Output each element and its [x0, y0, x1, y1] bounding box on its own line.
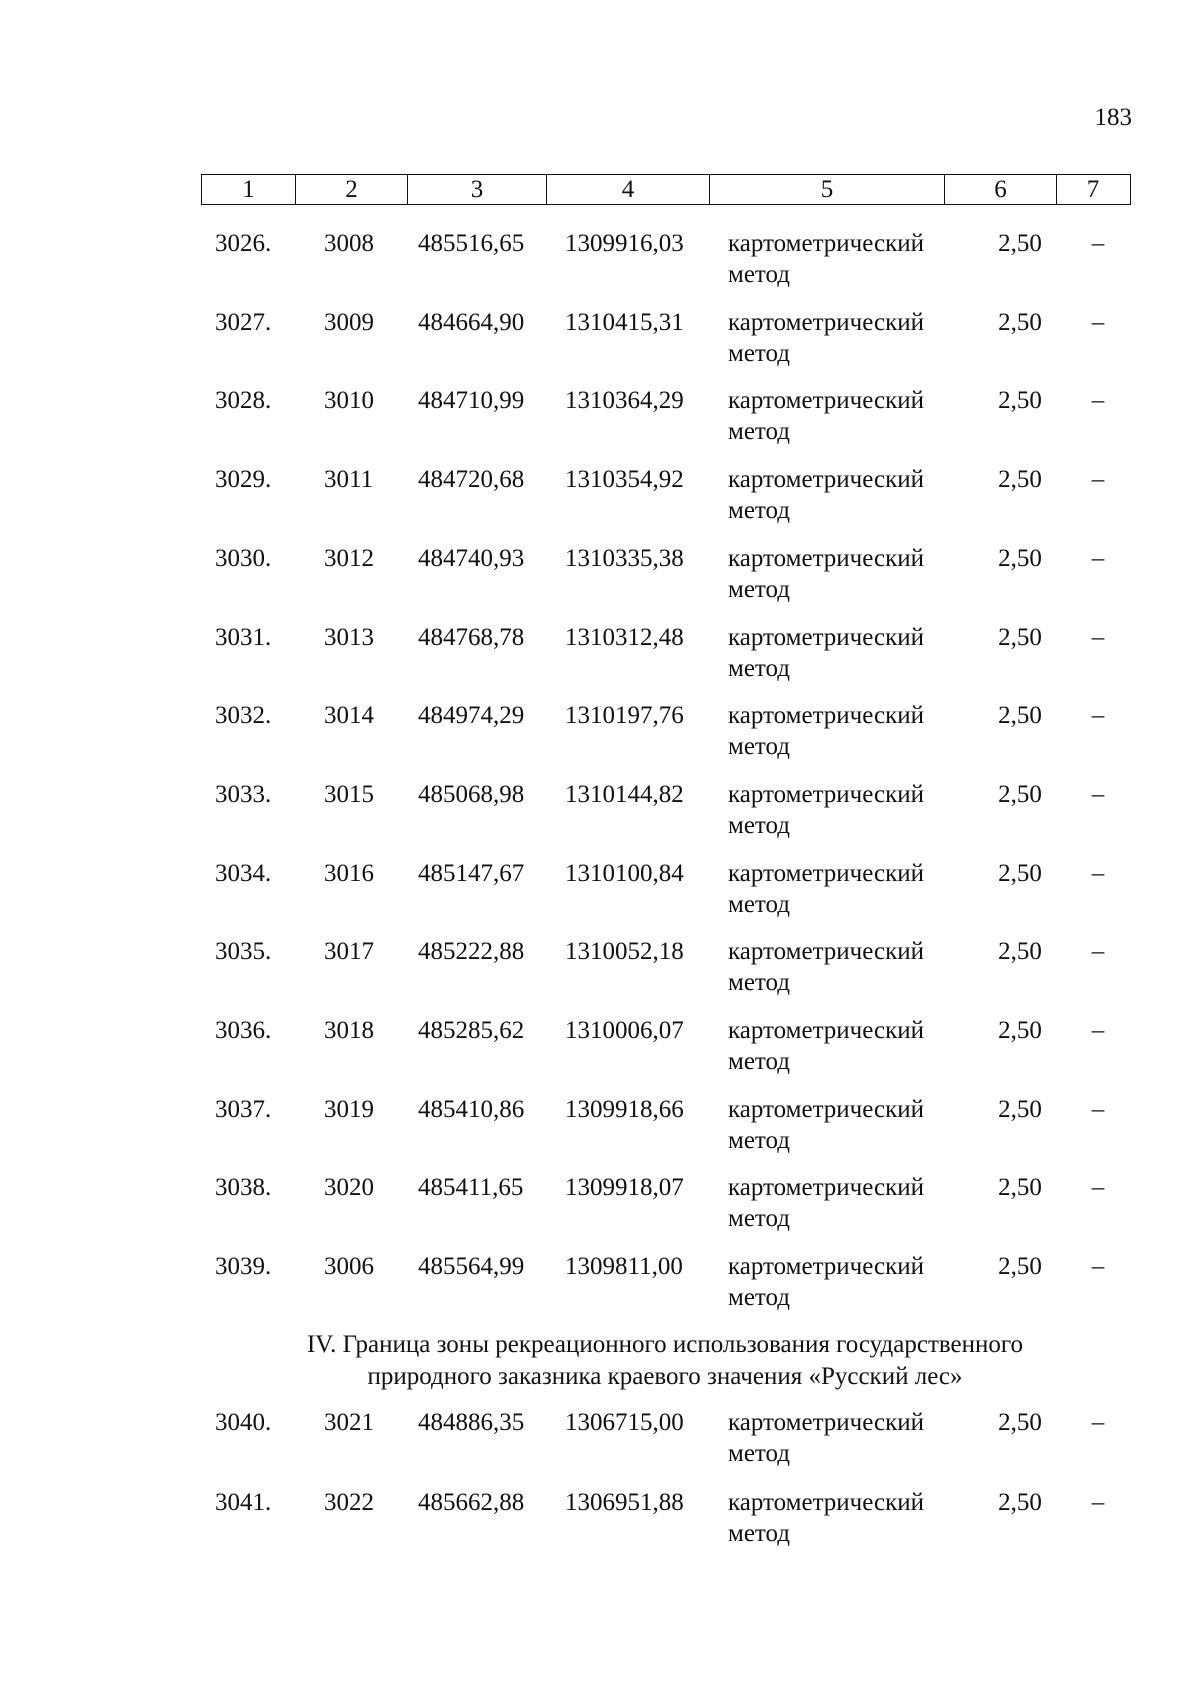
- method-line-1: картометрический: [728, 466, 924, 494]
- method-line-1: картометрический: [728, 938, 924, 966]
- coord-x: 485516,65: [418, 230, 525, 257]
- point-number: 3012: [324, 544, 374, 572]
- table-row: [0, 858, 1200, 928]
- coord-y: 1310006,07: [565, 1017, 684, 1044]
- accuracy: 2,50: [998, 466, 1042, 494]
- section-title-line2: природного заказника краевого значения «Русский лес»: [367, 1363, 963, 1390]
- method-line-1: картометрический: [728, 230, 924, 257]
- coord-x: 485068,98: [418, 780, 525, 808]
- coord-y: 1309916,03: [565, 230, 684, 257]
- method-line-2: метод: [728, 1520, 791, 1547]
- point-number: 3008: [324, 230, 374, 257]
- row-number: 3026.: [215, 230, 272, 257]
- coord-y: 1310052,18: [565, 938, 684, 966]
- accuracy: 2,50: [998, 544, 1042, 572]
- method: [728, 543, 968, 605]
- table-row: [0, 700, 1200, 770]
- method-line-1: картометрический: [728, 387, 924, 415]
- description: –: [1091, 387, 1105, 415]
- coord-x: 485564,99: [418, 1253, 525, 1281]
- method-line-2: метод: [728, 418, 791, 446]
- method-line-1: картометрический: [728, 1174, 924, 1202]
- description: –: [1091, 938, 1105, 966]
- point-number: 3006: [324, 1253, 374, 1281]
- accuracy: 2,50: [998, 230, 1042, 257]
- coord-x: 484710,99: [418, 387, 525, 415]
- description: –: [1091, 544, 1105, 572]
- method-line-1: картометрический: [728, 1253, 924, 1281]
- method-line-2: метод: [728, 733, 791, 761]
- point-number: 3010: [324, 387, 374, 415]
- row-number: 3028.: [215, 387, 272, 415]
- point-number: 3021: [324, 1409, 374, 1436]
- table-row: [0, 464, 1200, 534]
- point-number: 3020: [324, 1174, 374, 1202]
- method: [728, 858, 968, 920]
- coord-y: 1310364,29: [565, 387, 684, 415]
- method: [728, 1015, 968, 1077]
- row-number: 3035.: [215, 938, 272, 966]
- description: –: [1091, 1409, 1105, 1436]
- point-number: 3015: [324, 780, 374, 808]
- method-line-2: метод: [728, 261, 791, 288]
- method-line-1: картометрический: [728, 1017, 924, 1044]
- header-col-4: 4: [547, 175, 710, 204]
- section-title: [180, 1329, 1150, 1393]
- method-line-1: картометрический: [728, 544, 924, 572]
- method-line-2: метод: [728, 339, 791, 367]
- coord-y: 1310354,92: [565, 466, 684, 494]
- method-line-2: метод: [728, 1126, 791, 1154]
- accuracy: 2,50: [998, 702, 1042, 730]
- point-number: 3013: [324, 623, 374, 651]
- description: –: [1091, 1095, 1105, 1123]
- method: [728, 464, 968, 526]
- coord-y: 1310100,84: [565, 859, 684, 887]
- description: –: [1091, 466, 1105, 494]
- method: [728, 228, 968, 290]
- coord-x: 484664,90: [418, 308, 525, 336]
- table-row: [0, 307, 1200, 377]
- method-line-2: метод: [728, 1205, 791, 1233]
- header-col-1: 1: [202, 175, 296, 204]
- table-header: [201, 174, 1131, 205]
- header-col-6: 6: [945, 175, 1057, 204]
- coord-x: 484974,29: [418, 702, 525, 730]
- description: –: [1091, 308, 1105, 336]
- description: –: [1091, 702, 1105, 730]
- point-number: 3019: [324, 1095, 374, 1123]
- coord-x: 485285,62: [418, 1017, 525, 1044]
- coord-y: 1310415,31: [565, 308, 684, 336]
- row-number: 3027.: [215, 308, 272, 336]
- coord-y: 1309918,07: [565, 1174, 684, 1202]
- row-number: 3029.: [215, 466, 272, 494]
- method: [728, 1251, 968, 1313]
- coord-y: 1310312,48: [565, 623, 684, 651]
- coord-x: 484720,68: [418, 466, 525, 494]
- coord-y: 1310197,76: [565, 702, 684, 730]
- description: –: [1091, 1174, 1105, 1202]
- method-line-1: картометрический: [728, 623, 924, 651]
- table-row: [0, 385, 1200, 455]
- method-line-1: картометрический: [728, 702, 924, 730]
- table-row: [0, 228, 1200, 298]
- table-row: [0, 622, 1200, 692]
- description: –: [1091, 780, 1105, 808]
- point-number: 3016: [324, 859, 374, 887]
- method: [728, 385, 968, 447]
- table-row: [0, 1487, 1200, 1557]
- row-number: 3037.: [215, 1095, 272, 1123]
- section-title-line1: IV. Граница зоны рекреационного использования государственного: [306, 1331, 1024, 1358]
- method: [728, 936, 968, 998]
- table-row: [0, 1015, 1200, 1085]
- point-number: 3017: [324, 938, 374, 966]
- table-row: [0, 1172, 1200, 1242]
- method: [728, 1094, 968, 1156]
- coord-x: 484886,35: [418, 1409, 525, 1436]
- accuracy: 2,50: [998, 1174, 1042, 1202]
- accuracy: 2,50: [998, 1253, 1042, 1281]
- table-row: [0, 936, 1200, 1006]
- coord-x: 485662,88: [418, 1489, 525, 1516]
- coord-y: 1310144,82: [565, 780, 684, 808]
- description: –: [1091, 1489, 1105, 1516]
- point-number: 3014: [324, 702, 374, 730]
- point-number: 3009: [324, 308, 374, 336]
- accuracy: 2,50: [998, 623, 1042, 651]
- method-line-1: картометрический: [728, 1095, 924, 1123]
- point-number: 3022: [324, 1489, 374, 1516]
- coord-y: 1309918,66: [565, 1095, 684, 1123]
- coord-x: 485411,65: [418, 1174, 524, 1202]
- table-row: [0, 543, 1200, 613]
- accuracy: 2,50: [998, 1017, 1042, 1044]
- method: [728, 1172, 968, 1234]
- row-number: 3030.: [215, 544, 272, 572]
- description: –: [1091, 230, 1105, 257]
- table-row: [0, 1407, 1200, 1477]
- row-number: 3031.: [215, 623, 272, 651]
- coord-x: 484740,93: [418, 544, 525, 572]
- table-row: [0, 1094, 1200, 1164]
- method-line-2: метод: [728, 1284, 791, 1312]
- method-line-2: метод: [728, 1440, 791, 1467]
- coord-y: 1309811,00: [565, 1253, 683, 1281]
- accuracy: 2,50: [998, 859, 1042, 887]
- header-col-7: 7: [1086, 176, 1100, 203]
- method-line-2: метод: [728, 497, 791, 525]
- row-number: 3039.: [215, 1253, 272, 1281]
- coord-x: 485147,67: [418, 859, 525, 887]
- row-number: 3033.: [215, 780, 272, 808]
- method-line-2: метод: [728, 811, 791, 839]
- coord-x: 485410,86: [418, 1095, 525, 1123]
- row-number: 3040.: [215, 1409, 272, 1436]
- method: [728, 622, 968, 684]
- method: [728, 1487, 968, 1549]
- coord-x: 484768,78: [418, 623, 525, 651]
- row-number: 3032.: [215, 702, 272, 730]
- header-col-5: 5: [710, 175, 945, 204]
- method-line-1: картометрический: [728, 859, 924, 887]
- accuracy: 2,50: [998, 938, 1042, 966]
- method-line-1: картометрический: [728, 1409, 924, 1436]
- method-line-2: метод: [728, 969, 791, 997]
- method-line-2: метод: [728, 654, 791, 682]
- accuracy: 2,50: [998, 387, 1042, 415]
- accuracy: 2,50: [998, 780, 1042, 808]
- method-line-1: картометрический: [728, 780, 924, 808]
- row-number: 3038.: [215, 1174, 272, 1202]
- method-line-1: картометрический: [728, 308, 924, 336]
- point-number: 3011: [324, 466, 374, 494]
- method: [728, 307, 968, 369]
- row-number: 3041.: [215, 1489, 272, 1516]
- point-number: 3018: [324, 1017, 374, 1044]
- method-line-2: метод: [728, 575, 791, 603]
- coord-y: 1306715,00: [565, 1409, 684, 1436]
- description: –: [1091, 1017, 1105, 1044]
- header-col-3: 3: [408, 175, 547, 204]
- accuracy: 2,50: [998, 1095, 1042, 1123]
- header-col-2: 2: [296, 175, 408, 204]
- row-number: 3036.: [215, 1017, 272, 1044]
- accuracy: 2,50: [998, 1409, 1042, 1436]
- method: [728, 779, 968, 841]
- page-number: 183: [1094, 104, 1132, 131]
- method: [728, 1407, 968, 1469]
- row-number: 3034.: [215, 859, 272, 887]
- method: [728, 700, 968, 762]
- table-row: [0, 1251, 1200, 1321]
- method-line-2: метод: [728, 1048, 791, 1075]
- coord-y: 1306951,88: [565, 1489, 684, 1516]
- coord-x: 485222,88: [418, 938, 525, 966]
- description: –: [1091, 859, 1105, 887]
- description: –: [1091, 623, 1105, 651]
- table-row: [0, 779, 1200, 849]
- coord-y: 1310335,38: [565, 544, 684, 572]
- method-line-1: картометрический: [728, 1489, 924, 1516]
- accuracy: 2,50: [998, 308, 1042, 336]
- accuracy: 2,50: [998, 1489, 1042, 1516]
- method-line-2: метод: [728, 890, 791, 918]
- description: –: [1091, 1253, 1105, 1281]
